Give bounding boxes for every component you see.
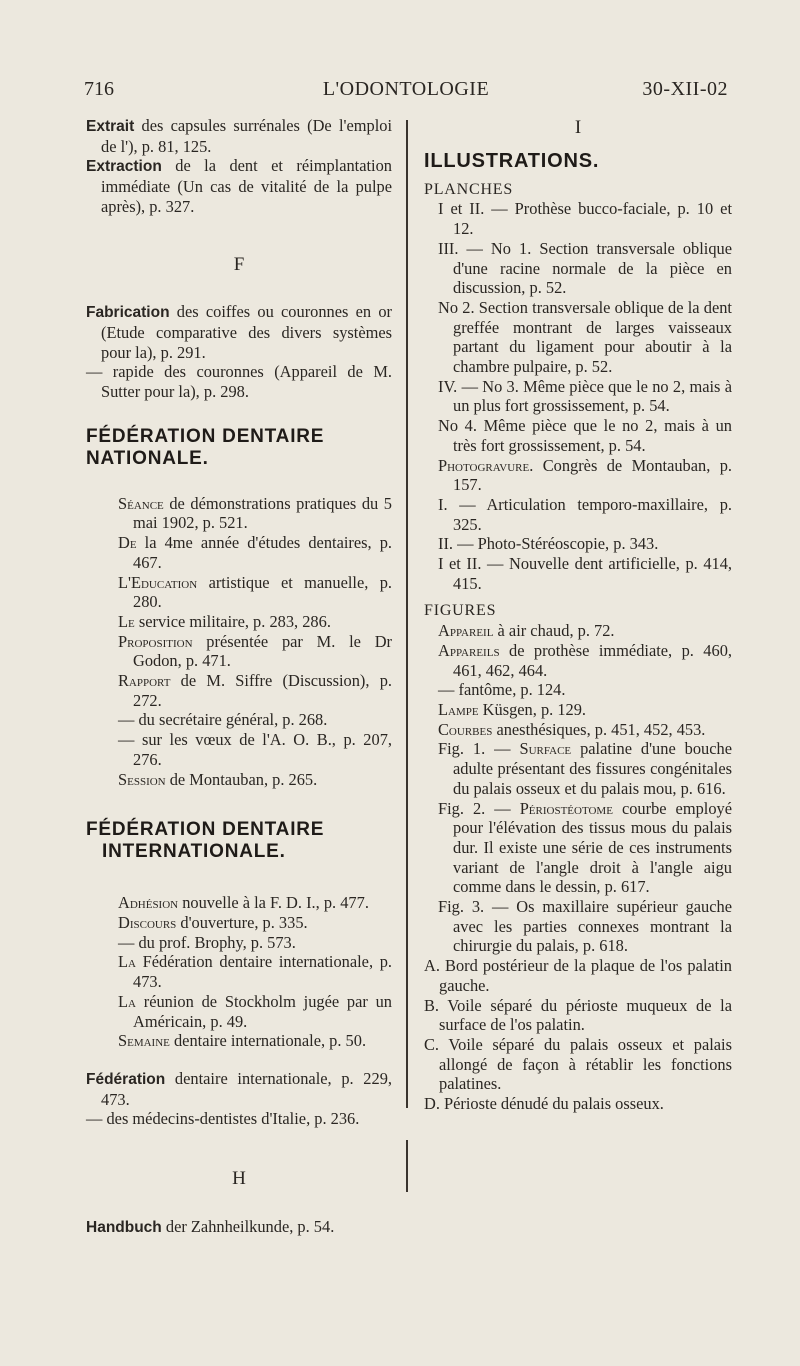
index-entry (118, 1031, 392, 1051)
index-entry (118, 671, 392, 710)
entry-text: de Montauban, p. 265. (165, 769, 318, 789)
entry-text: — rapide des couronnes (Appareil de M. Sutter pour la), p. 298. (86, 362, 392, 402)
index-entry (438, 495, 732, 534)
entry-text: C. Voile séparé du palais osseux et palais allongé de façon à rétablir les fonctions palatines. (424, 1034, 732, 1094)
issue-date: 30-XII-02 (642, 78, 728, 100)
entry-text: palatine d'une bouche adulte présentant des fissures congénitales du palais osseux et du palais mou, p. 616. (453, 739, 732, 798)
index-entry (438, 534, 732, 554)
entry-text: III. — No 1. Section transversale oblique d'une racine normale de la pièce en discussion, p. 52. (438, 238, 732, 298)
entry-text: de M. Siffre (Discussion), p. 272. (133, 671, 392, 710)
page-number: 716 (84, 78, 114, 100)
legend-item (424, 996, 732, 1035)
entry-text: courbe employé pour l'élévation des tissus mous du palais dur. Il existe une série de ces instruments variant de l'angle droit à l'angle aigu comme dans le dessin, p. 617. (453, 798, 732, 897)
entry-text: — du secrétaire général, p. 268. (118, 710, 328, 730)
section-letter-h: H (232, 1168, 246, 1190)
entry-text: des capsules surrénales (De l'emploi de l'), p. 81, 125. (101, 116, 392, 156)
entry-text: A. Bord postérieur de la plaque de l'os palatin gauche. (424, 956, 732, 995)
entry-text: — sur les vœux de l'A. O. B., p. 207, 276. (118, 730, 392, 769)
entry-text: artistique et manuelle, p. 280. (133, 572, 392, 612)
index-entry (438, 199, 732, 238)
entry-keyword: Lampe (438, 699, 479, 719)
left-column (86, 116, 392, 1237)
entry-text: I et II. — Prothèse bucco-faciale, p. 10 et 12. (438, 199, 732, 239)
index-entry (118, 730, 392, 769)
index-entry (438, 239, 732, 298)
entry-keyword: Handbuch (86, 1218, 162, 1236)
index-entry (438, 700, 732, 720)
running-title: L'ODONTOLOGIE (322, 78, 490, 100)
right-column (424, 116, 732, 1114)
section-letter-i: I (574, 117, 582, 138)
entry-keyword: Rapport (118, 671, 171, 691)
entry-text: Fédération dentaire internationale, p. 473. (133, 952, 392, 992)
entry-text: d'ouverture, p. 335. (176, 912, 308, 932)
entry-keyword: Surface (519, 739, 572, 759)
column-rule-gap (404, 1108, 410, 1140)
entry-text: Küsgen, p. 129. (478, 699, 587, 719)
heading-line: FÉDÉRATION DENTAIRE (86, 819, 325, 841)
entry-text: — du prof. Brophy, p. 573. (118, 932, 296, 952)
entry-text: . Congrès de Montauban, p. 157. (453, 455, 732, 495)
entry-text: I et II. — Nouvelle dent artificielle, p. 414, 415. (438, 554, 732, 593)
index-entry (86, 1217, 392, 1238)
entry-keyword: Proposition (118, 631, 193, 651)
entry-text: No 4. Même pièce que le no 2, mais à un très fort grossissement, p. 54. (438, 416, 732, 455)
entry-keyword: L'Education (118, 572, 198, 592)
legend-item (424, 1094, 732, 1114)
illustrations-heading: ILLUSTRATIONS. (424, 149, 600, 172)
index-entry (86, 116, 392, 156)
heading-line: NATIONALE. (86, 447, 209, 469)
entry-keyword: Session (118, 769, 166, 789)
index-entry (118, 710, 392, 730)
index-entry (438, 621, 732, 641)
fdi-subentries (86, 893, 392, 1051)
entry-text: IV. — No 3. Même pièce que le no 2, mais à un plus fort grossissement, p. 54. (438, 376, 732, 416)
entry-keyword: Semaine (118, 1031, 170, 1051)
entry-prefix: Fig. 2. — (438, 798, 520, 818)
index-entry (438, 799, 732, 898)
index-entry (86, 362, 392, 401)
index-entry (86, 1109, 392, 1129)
index-entry (438, 456, 732, 495)
entry-text: dentaire internationale, p. 50. (169, 1031, 367, 1051)
entry-keyword: Fédération (86, 1070, 166, 1088)
entry-keyword: Discours (118, 912, 177, 932)
index-entry (118, 632, 392, 671)
entry-keyword: Fabrication (86, 304, 170, 322)
entry-text: réunion de Stockholm jugée par un Américain, p. 49. (133, 991, 392, 1031)
entry-text: dentaire internationale, p. 229, 473. (101, 1068, 392, 1109)
fdn-subentries (86, 494, 392, 790)
entry-text: à air chaud, p. 72. (493, 621, 615, 641)
entry-keyword: La (118, 952, 136, 972)
legend-item (424, 956, 732, 995)
entry-keyword: Appareils (438, 640, 500, 660)
index-entry (118, 533, 392, 572)
entry-keyword: De (118, 533, 137, 553)
index-entry (86, 156, 392, 216)
entry-keyword: Extraction (86, 158, 162, 176)
entry-text: I. — Articulation temporo-maxillaire, p. 325. (438, 494, 732, 534)
heading-line: INTERNATIONALE. (102, 841, 286, 863)
running-header (84, 78, 728, 108)
index-entry (438, 680, 732, 700)
entry-text: — des médecins-dentistes d'Italie, p. 236. (86, 1109, 360, 1129)
index-entry (438, 720, 732, 740)
index-entry (86, 302, 392, 362)
figures-list (424, 621, 732, 956)
entry-text: de démonstrations pratiques du 5 mai 1902, p. 521. (133, 493, 392, 533)
index-entry (118, 913, 392, 933)
entry-text: présentée par M. le Dr Godon, p. 471. (133, 631, 392, 671)
index-entry (118, 893, 392, 913)
heading-line: FÉDÉRATION DENTAIRE (86, 425, 325, 447)
entry-keyword: Appareil (438, 621, 494, 641)
index-entry (118, 612, 392, 632)
index-entry (118, 770, 392, 790)
entry-keyword: La (118, 991, 136, 1011)
index-entry (86, 1069, 392, 1109)
column-rule (406, 120, 408, 1192)
entry-text: No 2. Section transversale oblique de la dent greffée montrant de larges vaisseaux partant du ligament pour aboutir à la chambre pulpaire, p. 52. (438, 297, 732, 377)
entry-text: D. Périoste dénudé du palais osseux. (424, 1094, 664, 1114)
planches-heading: PLANCHES (424, 180, 514, 198)
entry-text: anesthésiques, p. 451, 452, 453. (492, 719, 706, 739)
entry-text: des coiffes ou couronnes en or (Etude comparative des divers systèmes pour la), p. 291. (101, 302, 392, 362)
entry-text: de prothèse immédiate, p. 460, 461, 462, 464. (453, 640, 732, 680)
index-entry (118, 952, 392, 991)
index-entry (438, 641, 732, 680)
entry-prefix: Fig. 1. — (438, 739, 520, 759)
entry-text: II. — Photo-Stéréoscopie, p. 343. (438, 534, 659, 554)
index-entry (118, 933, 392, 953)
section-letter-f: F (233, 253, 245, 275)
entry-text: der Zahnheilkunde, p. 54. (161, 1216, 335, 1236)
fdi-heading (86, 819, 392, 863)
entry-text: nouvelle à la F. D. I., p. 477. (178, 893, 369, 913)
index-entry (438, 739, 732, 798)
entry-keyword: Périostéotome (519, 798, 613, 818)
entry-keyword: Photogravure (438, 455, 530, 475)
entry-text: B. Voile séparé du périoste muqueux de la surface de l'os palatin. (424, 995, 732, 1035)
entry-keyword: Adhésion (118, 893, 179, 913)
index-entry (118, 573, 392, 612)
index-entry (438, 377, 732, 416)
entry-keyword: Courbes (438, 719, 493, 739)
figure-legend (424, 956, 732, 1114)
entry-text: — fantôme, p. 124. (438, 680, 566, 700)
index-entry (438, 298, 732, 377)
legend-item (424, 1035, 732, 1094)
entry-text: de la dent et réimplantation immédiate (Un cas de vitalité de la pulpe après), p. 327. (101, 156, 392, 216)
entry-text: la 4me année d'études dentaires, p. 467. (133, 533, 392, 572)
planches-list (424, 199, 732, 593)
index-entry (438, 897, 732, 956)
index-entry (118, 992, 392, 1031)
figures-heading: FIGURES (424, 602, 497, 620)
entry-text: Fig. 3. — Os maxillaire supérieur gauche avec les parties connexes montrant la chirurgie du palais, p. 618. (438, 897, 732, 956)
index-entry (438, 554, 732, 593)
fdn-heading (86, 426, 392, 470)
entry-keyword: Séance (118, 493, 164, 513)
index-entry (118, 494, 392, 533)
index-entry (438, 416, 732, 455)
entry-keyword: Le (118, 611, 135, 631)
entry-keyword: Extrait (86, 118, 135, 135)
entry-text: service militaire, p. 283, 286. (134, 611, 331, 631)
